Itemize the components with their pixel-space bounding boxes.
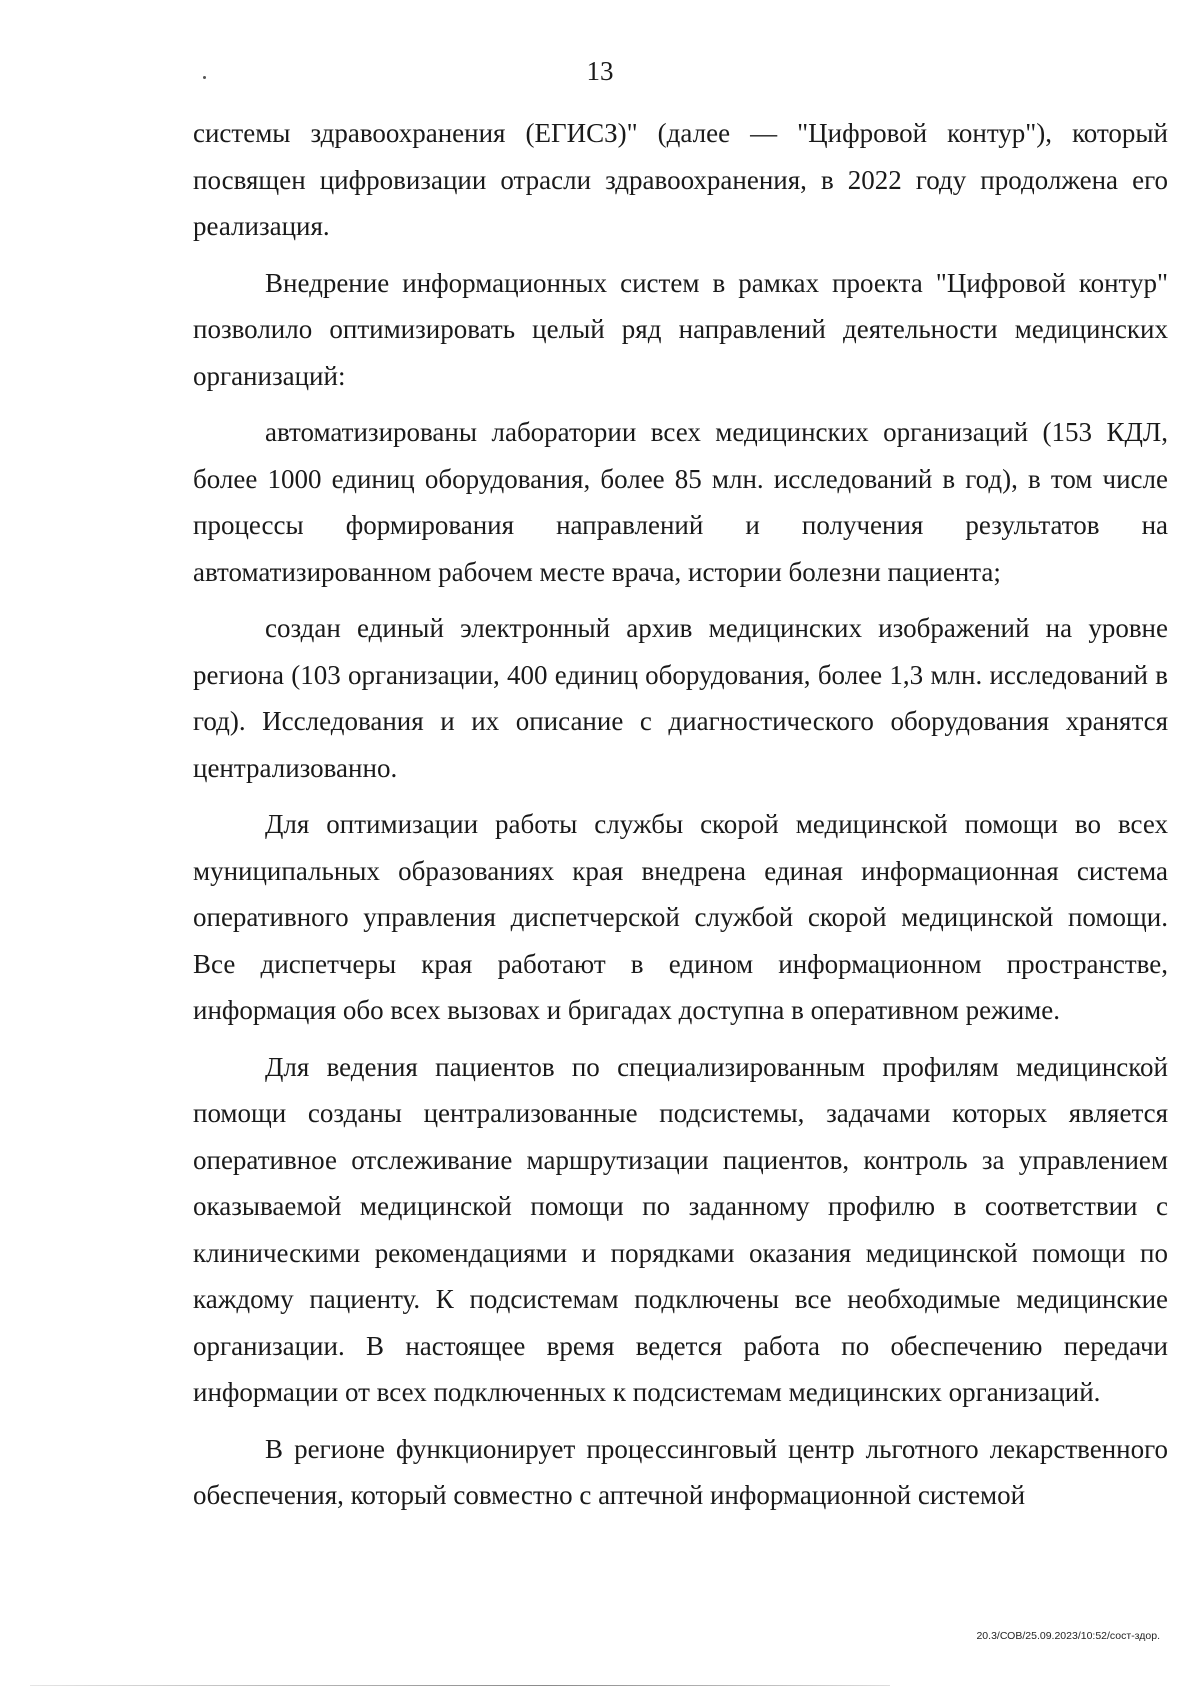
document-footer-code: 20.3/СОВ/25.09.2023/10:52/сост-здор. — [976, 1630, 1160, 1642]
paragraph: Для оптимизации работы службы скорой медицинской помощи во всех муниципальных образованиях края внедрена единая информационная система оперативного управления диспетчерской службой скорой медицинской помощи. Все диспетчеры края работают в едином информационном пространстве, информация обо всех вызовах и бригадах доступна в оперативном режиме. — [193, 809, 1168, 1025]
scan-speck — [203, 76, 206, 79]
page-number: 13 — [586, 56, 614, 86]
scan-edge-line — [30, 1685, 890, 1686]
document-body — [193, 110, 1168, 1529]
paragraph: В регионе функционирует процессинговый центр льготного лекарственного обеспечения, который совместно с аптечной информационной системой — [193, 1433, 1168, 1510]
paragraph: системы здравоохранения (ЕГИСЗ)" (далее — "Цифровой контур"), который посвящен цифровизации отрасли здравоохранения, в 2022 году продолжена его реализация. — [193, 118, 1168, 241]
paragraph: Внедрение информационных систем в рамках проекта "Цифровой контур" позволило оптимизировать целый ряд направлений деятельности медицинских организаций: — [193, 267, 1168, 391]
paragraph: автоматизированы лаборатории всех медицинских организаций (153 КДЛ, более 1000 единиц оборудования, более 85 млн. исследований в год), в том числе процессы формирования направлений и получения результатов на автоматизированном рабочем месте врача, истории болезни пациента; — [193, 417, 1168, 587]
paragraph: Для ведения пациентов по специализированным профилям медицинской помощи созданы централизованные подсистемы, задачами которых является оперативное отслеживание маршрутизации пациентов, контроль за управлением оказываемой медицинской помощи по заданному профилю в соответствии с клиническими рекомендациями и порядками оказания медицинской помощи по каждому пациенту. К подсистемам подключены все необходимые медицинские организации. В настоящее время ведется работа по обеспечению передачи информации от всех подключенных к подсистемам медицинских организаций. — [193, 1051, 1168, 1407]
paragraph: создан единый электронный архив медицинских изображений на уровне региона (103 организации, 400 единиц оборудования, более 1,3 млн. исследований в год). Исследования и их описание с диагностического оборудования хранятся централизованно. — [193, 613, 1168, 783]
